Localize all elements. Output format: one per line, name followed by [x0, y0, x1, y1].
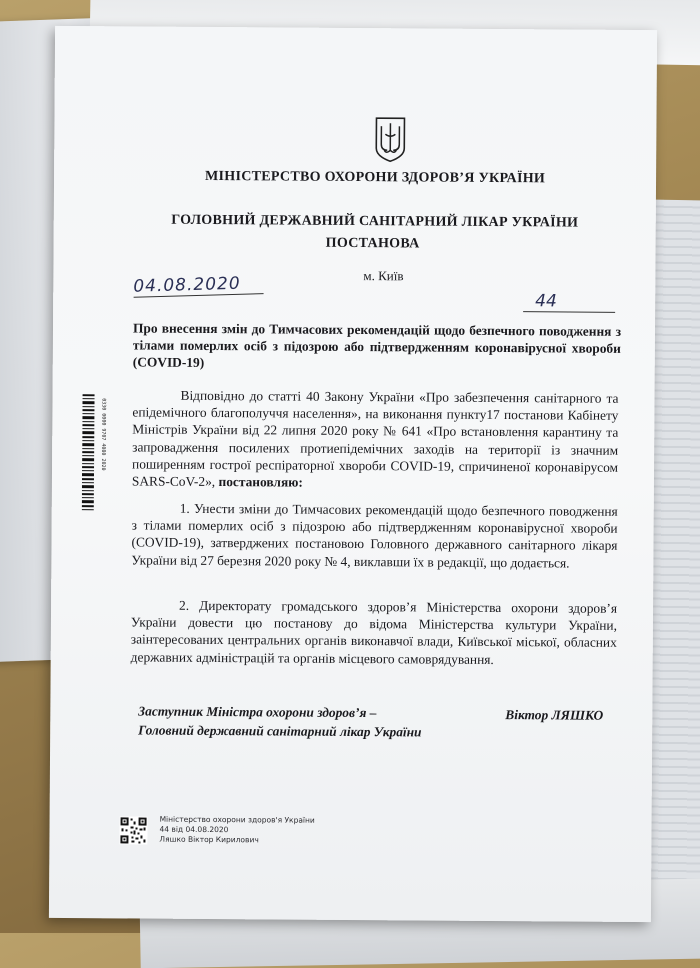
item-2-paragraph: 2. Директорату громадського здоров’я Міністерства охорони здоров’я України довести цю постанову до відома Міністерства культури України, заінтересованих центральних органів виконавчої влади, Київської міської, обласних державних адміністрацій та органів місцевого самоврядування.	[130, 597, 618, 667]
resolution-word: постановляю:	[218, 474, 303, 490]
signer-title	[138, 702, 468, 742]
digital-signature-stamp	[159, 815, 314, 846]
stamp-line-number: 44 від 04.08.2020	[159, 824, 229, 835]
stamp-line-ministry: Міністерство охорони здоров'я України	[159, 814, 315, 825]
ministry-heading: МІНІСТЕРСТВО ОХОРОНИ ЗДОРОВ’Я УКРАЇНИ	[204, 168, 546, 187]
document-page	[49, 26, 657, 922]
handwritten-number: 44	[523, 291, 615, 313]
signer-name: Віктор ЛЯШКО	[505, 707, 604, 723]
trident-emblem-icon	[374, 116, 406, 162]
intro-text: Відповідно до статті 40 Закону України «Про забезпечення санітарного та епідемічного благополуччя населення», на виконання пункту17 постанови Кабінету Міністрів України від 22 липня 2020 року № 641 «Про встановлення карантину та запровадження посилених протиепідемічних заходів на території із значним поширенням гострої респіраторної хвороби COVID-19, спричиненої коронавірусом SARS-CoV-2»,	[131, 387, 619, 490]
position-heading: ГОЛОВНИЙ ДЕРЖАВНИЙ САНІТАРНИЙ ЛІКАР УКРАЇНИ	[171, 212, 579, 231]
intro-paragraph	[132, 386, 619, 493]
signer-title-line-2: Головний державний санітарний лікар України	[138, 722, 422, 740]
barcode-number: 0330 0000 9707 4080 2020	[100, 398, 107, 471]
barcode-icon	[82, 394, 107, 512]
document-type-heading: ПОСТАНОВА	[325, 235, 420, 252]
stamp-line-signer: Ляшко Віктор Кирилович	[159, 834, 259, 845]
handwritten-date: 04.08.2020	[133, 273, 264, 298]
signer-title-line-1: Заступник Міністра охорони здоров’я –	[138, 703, 377, 721]
item-1-paragraph: 1. Унести зміни до Тимчасових рекомендацій щодо безпечного поводження з тілами померлих осіб з підозрою або підтвердженням коронавірусної хвороби (COVID-19), затверджених постановою Головного державного санітарного лікаря України від 27 березня 2020 року № 4, виклавши їх в редакції, що додається.	[131, 500, 618, 571]
city-label: м. Київ	[363, 268, 404, 284]
document-subject: Про внесення змін до Тимчасових рекомендацій щодо безпечного поводження з тілами померлих осіб з підозрою або підтвердженням коронавірусної хвороби (COVID-19)	[132, 320, 622, 370]
qr-code-icon	[119, 816, 147, 844]
